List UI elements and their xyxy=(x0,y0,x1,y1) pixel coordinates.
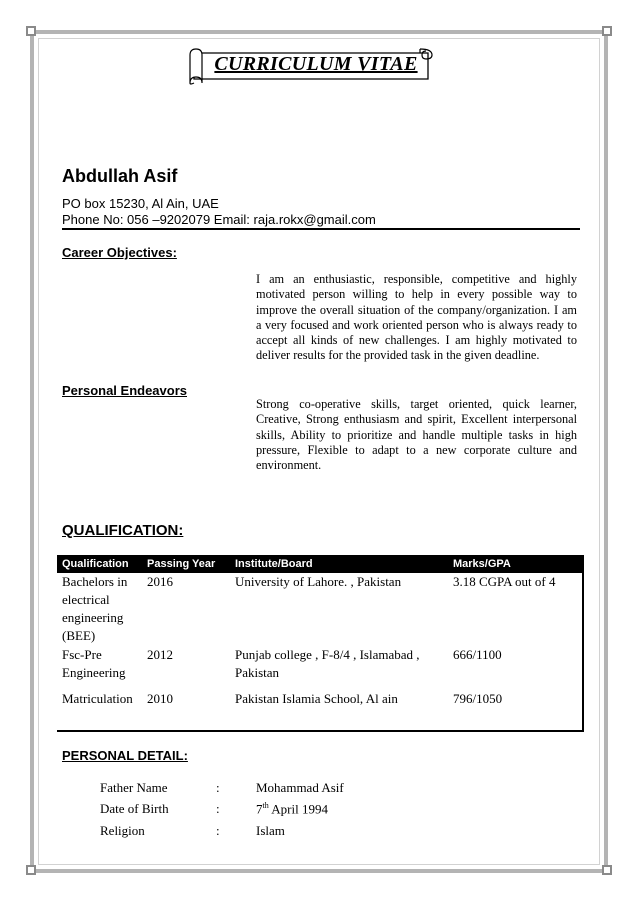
cell-qualification: Fsc-Pre Engineering xyxy=(62,647,126,680)
cell-marks: 666/1100 xyxy=(453,647,502,662)
religion-label: Religion xyxy=(100,823,145,838)
cell-institute: Pakistan Islamia School, Al ain xyxy=(235,691,398,706)
career-objectives-heading: Career Objectives: xyxy=(62,245,177,260)
separator: : xyxy=(216,823,220,838)
cell-year: 2016 xyxy=(147,574,173,589)
address-line: PO box 15230, Al Ain, UAE xyxy=(62,196,219,211)
personal-endeavors-text: Strong co-operative skills, target oriented, quick learner, Creative, Strong enthusiasm and spirit, Excellent interpersonal skills, Ability to prioritize and handle multiple tasks in high pressure, Flexible to adapt to a new corporate culture and environment. xyxy=(256,397,577,473)
phone-email-line: Phone No: 056 –9202079 Email: raja.rokx@gmail.com xyxy=(62,212,376,227)
separator: : xyxy=(216,801,220,816)
personal-detail-heading: PERSONAL DETAIL: xyxy=(62,748,188,763)
religion-value: Islam xyxy=(256,823,285,838)
cell-marks: 3.18 CGPA out of 4 xyxy=(453,574,556,589)
dob-rest: April 1994 xyxy=(268,801,328,817)
header-marks: Marks/GPA xyxy=(453,558,511,570)
cell-qualification: Matriculation xyxy=(62,691,133,706)
cell-institute: University of Lahore. , Pakistan xyxy=(235,574,402,589)
dob-day: 7 xyxy=(256,801,263,817)
cell-qualification: Bachelors in electrical engineering (BEE) xyxy=(62,574,128,643)
cell-institute: Punjab college , F-8/4 , Islamabad , Pakistan xyxy=(235,647,420,680)
career-objectives-text: I am an enthusiastic, responsible, competitive and highly motivated person willing to help in every possible way to improve the overall situation of the company/organization. I am a very focused and work oriented person who is always ready to accept all kinds of new challenges. I am highly motivated to deliver results for the provided task in the given deadline. xyxy=(256,272,577,363)
dob-value xyxy=(256,801,328,817)
cell-year: 2012 xyxy=(147,647,173,662)
dob-suffix: th xyxy=(262,801,269,810)
separator: : xyxy=(216,780,220,795)
header-passing-year: Passing Year xyxy=(147,558,216,570)
header-qualification: Qualification xyxy=(62,558,129,570)
header-divider xyxy=(62,228,580,230)
cell-year: 2010 xyxy=(147,691,173,706)
dob-label: Date of Birth xyxy=(100,801,169,816)
applicant-name: Abdullah Asif xyxy=(62,166,178,186)
qualification-heading: QUALIFICATION: xyxy=(62,522,184,539)
father-name-label: Father Name xyxy=(100,780,168,795)
header-institute: Institute/Board xyxy=(235,558,313,570)
father-name-value: Mohammad Asif xyxy=(256,780,344,795)
personal-endeavors-heading: Personal Endeavors xyxy=(62,383,187,398)
cell-marks: 796/1050 xyxy=(453,691,503,706)
table-header-row xyxy=(57,555,584,573)
document-title: CURRICULUM VITAE xyxy=(214,53,418,75)
